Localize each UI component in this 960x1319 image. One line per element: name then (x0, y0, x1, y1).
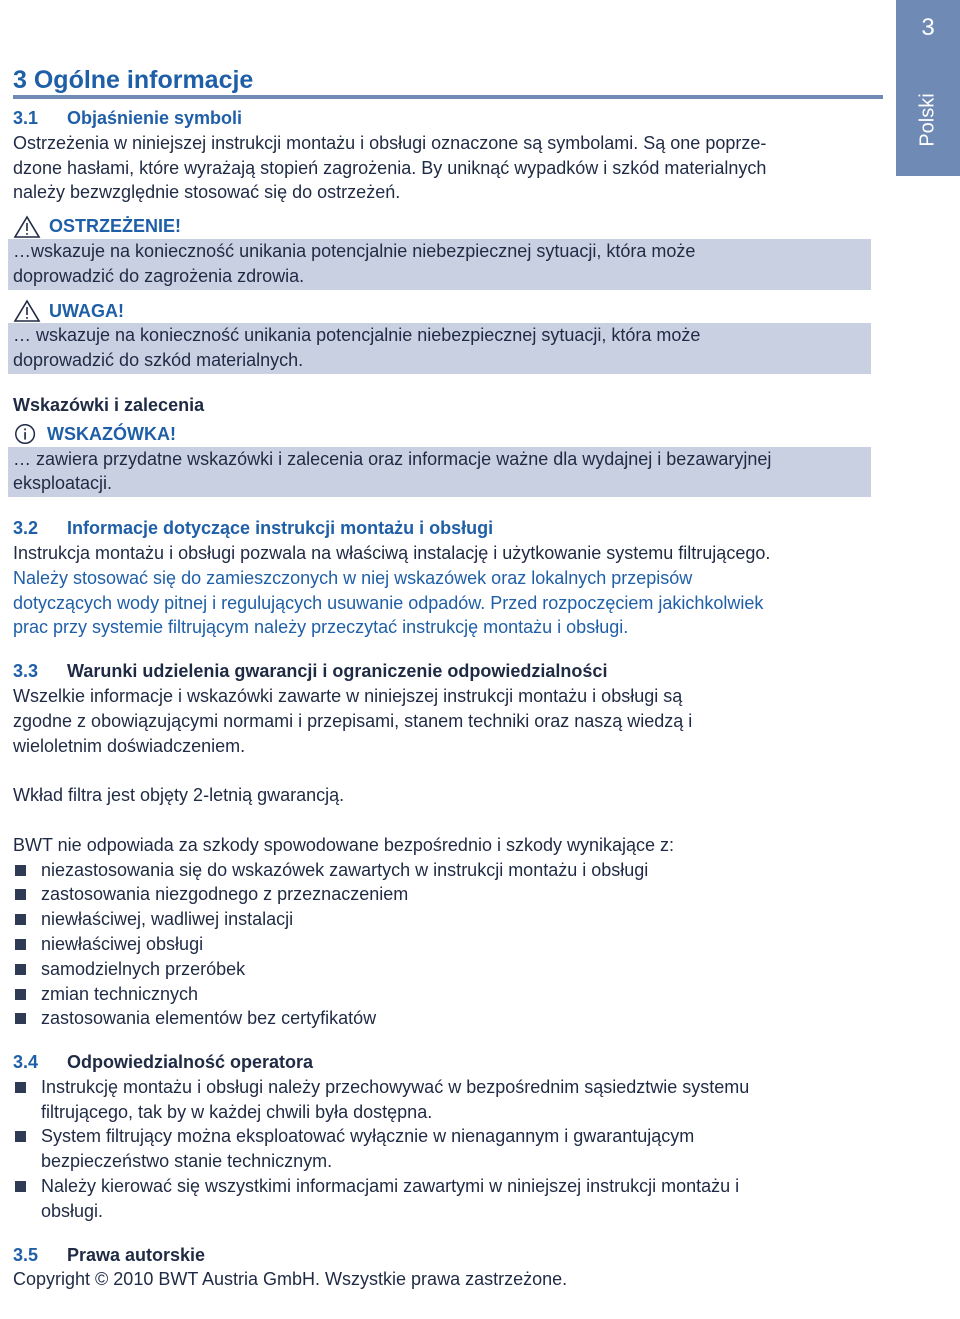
section-heading-3-1 (13, 106, 873, 131)
section-title: Odpowiedzialność operatora (67, 1052, 314, 1073)
intro-line: Ostrzeżenia w niniejszej instrukcji montażu i obsługi oznaczone są symbolami. Są one poprze- (13, 132, 767, 153)
list-item-line: Instrukcję montażu i obsługi należy przechowywać w bezpośrednim sąsiedztwie systemu (41, 1076, 750, 1097)
paragraph-line: zgodne z obowiązującymi normami i przepisami, stanem techniki oraz naszą wiedzą i (13, 710, 693, 731)
section-title: Informacje dotyczące instrukcji montażu i obsługi (67, 518, 494, 539)
warning-triangle-icon (13, 215, 41, 239)
list-item (13, 1075, 873, 1125)
list-item-line: obsługi. (41, 1200, 104, 1221)
section-title: Prawa autorskie (67, 1244, 206, 1265)
intro-line: dzone hasłami, które wyrażają stopień zagrożenia. By uniknąć wypadków i szkód materialnych (13, 157, 767, 178)
section-heading-3-3 (13, 659, 873, 684)
intro-line: należy bezwzględnie stosować się do ostrzeżeń. (13, 182, 401, 203)
paragraph-line: Wszelkie informacje i wskazówki zawarte w niniejszej instrukcji montażu i obsługi są (13, 685, 683, 706)
warning-label: OSTRZEŻENIE! (49, 216, 182, 237)
page-content (13, 106, 873, 1292)
page-title: 3 Ogólne informacje (13, 66, 254, 94)
list-item: zastosowania elementów bez certyfikatów (13, 1006, 873, 1031)
paragraph-line: dotyczących wody pitnej i regulujących usuwanie odpadów. Przed rozpoczęciem jakichkolwiek (13, 592, 764, 613)
warning-text: …wskazuje na konieczność unikania potencjalnie niebezpiecznej sytuacji, która może (13, 240, 696, 261)
paragraph-line: Należy stosować się do zamieszczonych w niej wskazówek oraz lokalnych przepisów (13, 567, 693, 588)
paragraph-line: prac przy systemie filtrującym należy przeczytać instrukcję montażu i obsługi. (13, 617, 629, 638)
tip-text: … zawiera przydatne wskazówki i zalecenia oraz informacje ważne dla wydajnej i bezawaryjnej (13, 448, 772, 469)
paragraph-line: wieloletnim doświadczeniem. (13, 735, 246, 756)
tip-box (8, 447, 871, 498)
section-title: Objaśnienie symboli (67, 108, 243, 128)
warning-text: doprowadzić do zagrożenia zdrowia. (13, 265, 305, 286)
language-label: Polski (916, 93, 939, 147)
tip-title (13, 422, 873, 447)
section-number: 3.2 (13, 518, 39, 539)
section-number: 3.4 (13, 1052, 39, 1073)
title-rule (13, 95, 883, 99)
chapter-side-tab (896, 0, 960, 176)
list-item: zastosowania niezgodnego z przeznaczeniem (13, 882, 873, 907)
list-item: samodzielnych przeróbek (13, 957, 873, 982)
section-number: 3.3 (13, 661, 39, 682)
chapter-number: 3 (921, 14, 935, 41)
warning-title (13, 214, 873, 239)
caution-box (8, 323, 871, 374)
section-number: 3.1 (13, 108, 39, 128)
section-heading-3-5 (13, 1243, 873, 1268)
paragraph-line: Instrukcja montażu i obsługi pozwala na właściwą instalację i użytkowanie systemu filtrującego. (13, 542, 771, 563)
list-item: niewłaściwej, wadliwej instalacji (13, 907, 873, 932)
caution-text: … wskazuje na konieczność unikania potencjalnie niebezpiecznej sytuacji, która może (13, 325, 701, 346)
list-item-line: Należy kierować się wszystkimi informacjami zawartymi w niniejszej instrukcji montażu i (41, 1176, 740, 1197)
section-number: 3.5 (13, 1244, 39, 1265)
list-item-line: filtrującego, tak by w każdej chwili była dostępna. (41, 1101, 433, 1122)
tip-label: WSKAZÓWKA! (47, 423, 176, 444)
caution-triangle-icon (13, 299, 41, 323)
tip-text: eksploatacji. (13, 473, 113, 494)
list-item-line: bezpieczeństwo stanie technicznym. (41, 1151, 333, 1172)
caution-text: doprowadzić do szkód materialnych. (13, 350, 304, 371)
list-item (13, 1124, 873, 1174)
list-item: zmian technicznych (13, 982, 873, 1007)
list-item: niezastosowania się do wskazówek zawartych w instrukcji montażu i obsługi (13, 858, 873, 883)
caution-label: UWAGA! (49, 300, 124, 321)
list-item-line: System filtrujący można eksploatować wyłącznie w nienagannym i gwarantującym (41, 1126, 695, 1147)
liability-list (13, 858, 873, 1032)
tips-heading: Wskazówki i zalecenia (13, 394, 205, 415)
copyright-text: Copyright © 2010 BWT Austria GmbH. Wszystkie prawa zastrzeżone. (13, 1269, 568, 1290)
list-item: niewłaściwej obsługi (13, 932, 873, 957)
liability-intro: BWT nie odpowiada za szkody spowodowane bezpośrednio i szkody wynikające z: (13, 834, 675, 855)
section-title: Warunki udzielenia gwarancji i ograniczenie odpowiedzialności (67, 661, 608, 682)
section-heading-3-4 (13, 1050, 873, 1075)
warranty-text: Wkład filtra jest objęty 2-letnią gwarancją. (13, 785, 345, 806)
caution-title (13, 299, 873, 324)
list-item (13, 1174, 873, 1224)
operator-list (13, 1075, 873, 1224)
info-icon (13, 422, 39, 446)
section-heading-3-2 (13, 516, 873, 541)
warning-box (8, 239, 871, 290)
